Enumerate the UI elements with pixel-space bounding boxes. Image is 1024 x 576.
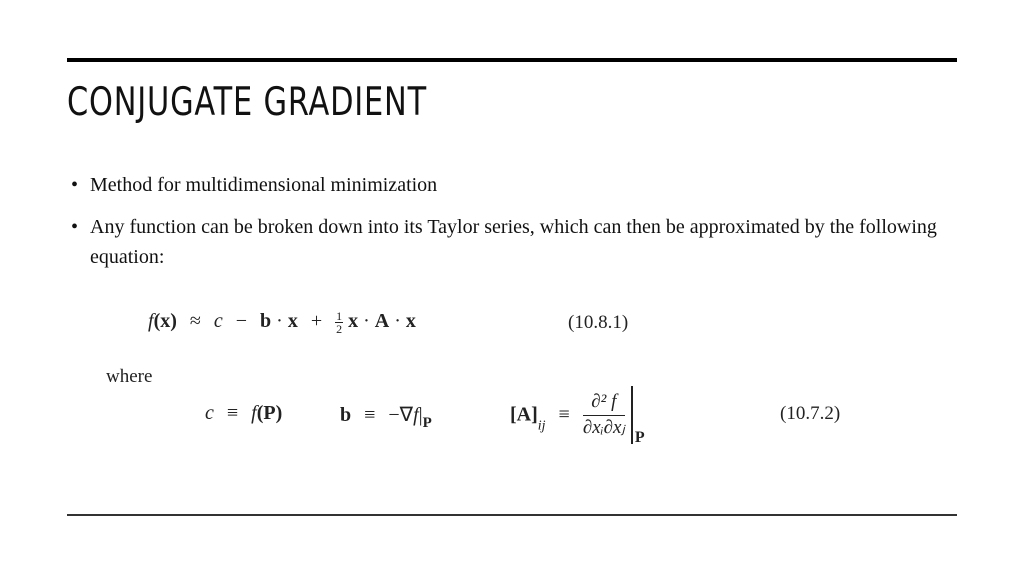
eq1-f: f [148, 310, 154, 333]
eq1-c: c [213, 310, 223, 333]
eq1-x-3: x [405, 310, 416, 333]
eq2-eval-bar: | [418, 404, 423, 426]
eq2-equiv-1: ≡ [226, 402, 239, 424]
where-label: where [106, 366, 153, 387]
slide-title: CONJUGATE GRADIENT [67, 80, 427, 125]
eq2-c-f: f [251, 402, 257, 424]
eq2-frac-num: ∂² f [583, 392, 625, 416]
eq1-half-num: 1 [336, 309, 343, 323]
bullet-list [70, 170, 960, 284]
eq2-hessian-fraction [583, 392, 625, 439]
eq2-eval-bar-large [631, 386, 633, 444]
top-rule [67, 58, 957, 62]
eq1-dot-3: · [394, 310, 401, 333]
eq1-plus: + [310, 310, 323, 333]
equation-c-definition [205, 402, 282, 425]
bullet-text-1: Method for multidimensional minimization [90, 174, 438, 196]
equation-number-1: (10.8.1) [568, 312, 629, 333]
eq2-frac-den: ∂xᵢ∂xⱼ [582, 416, 625, 438]
eq1-dot-2: · [363, 310, 370, 333]
eq1-x-arg: (x) [153, 310, 177, 333]
eq2-b: b [340, 404, 352, 426]
eq2-c: c [205, 402, 214, 424]
bullet-text-2: Any function can be broken down into its Taylor series, which can then be approximated by the following equation: [90, 216, 937, 268]
eq2-b-sub-P: P [422, 415, 432, 431]
eq2-A-eval-sub-P: P [634, 428, 645, 446]
eq2-equiv-3: ≡ [558, 403, 570, 426]
bullet-item-2 [70, 212, 960, 272]
bullet-dot-icon: • [71, 174, 79, 196]
bottom-rule [67, 514, 957, 516]
eq2-c-P: (P) [256, 402, 283, 424]
eq1-A: A [374, 310, 390, 333]
eq1-minus: − [235, 310, 248, 333]
equation-A-definition [510, 386, 645, 447]
equation-taylor-approx [148, 310, 416, 335]
eq1-x-2: x [348, 310, 359, 333]
equation-b-definition [340, 402, 432, 432]
eq2-A-sub: ij [537, 418, 546, 434]
bullet-item-1 [70, 170, 960, 200]
eq1-half-den: 2 [336, 322, 343, 336]
eq2-equiv-2: ≡ [364, 404, 376, 426]
eq1-dot-1: · [276, 310, 283, 333]
eq1-b: b [260, 310, 272, 333]
eq2-grad-f: f [413, 404, 419, 426]
equation-number-2: (10.7.2) [780, 403, 841, 424]
eq2-A: [A] [510, 403, 538, 426]
eq2-grad: −∇ [388, 404, 414, 426]
bullet-dot-icon: • [71, 216, 79, 238]
eq1-approx: ≈ [189, 310, 201, 333]
eq1-half-fraction [335, 310, 343, 335]
eq1-x-1: x [287, 310, 298, 333]
